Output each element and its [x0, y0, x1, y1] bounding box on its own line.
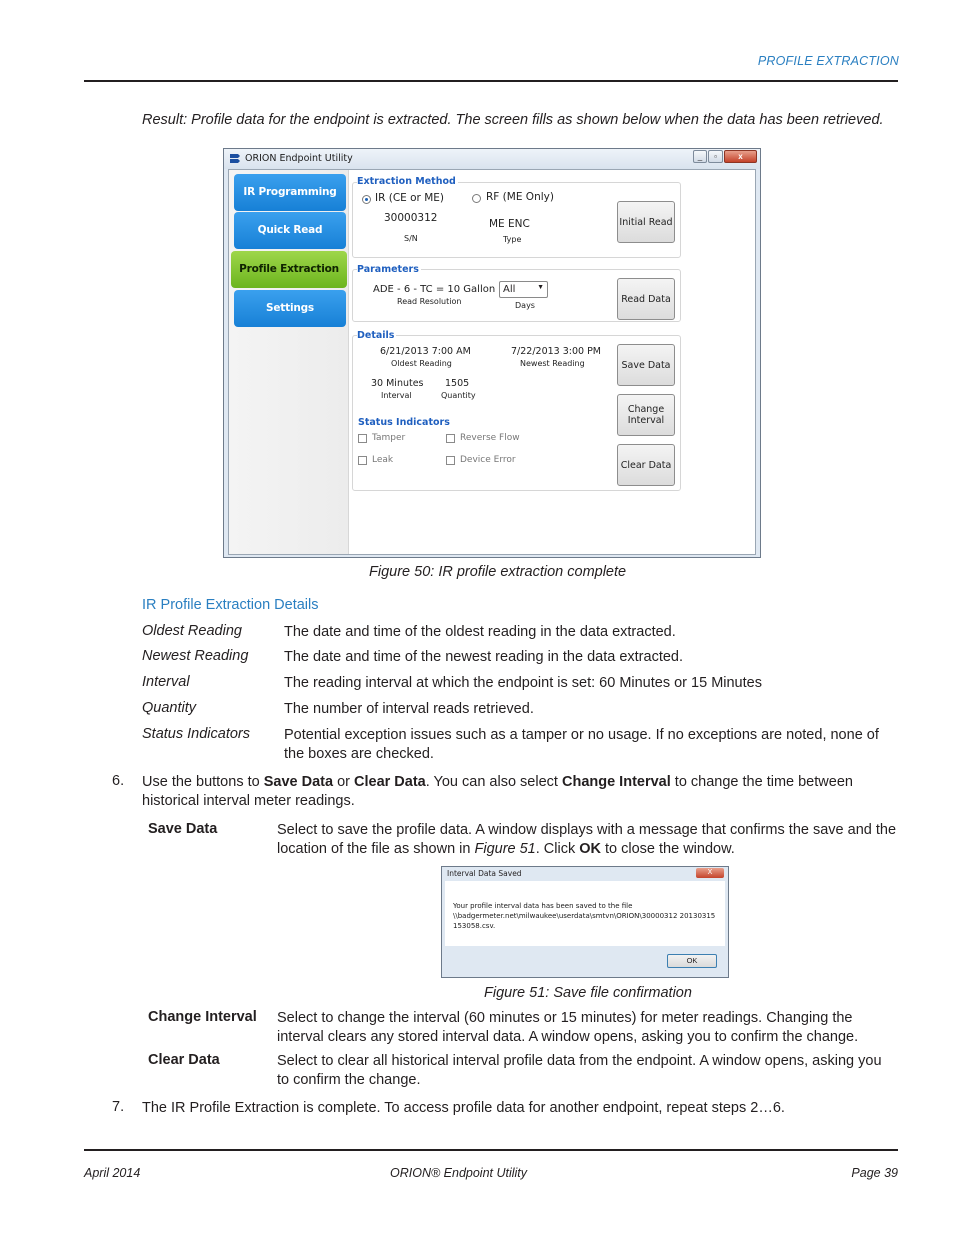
result-text: Result: Profile data for the endpoint is extracted. The screen fills as shown below when the data has been retrieved. — [142, 112, 884, 128]
dialog-title: Interval Data Saved — [447, 869, 522, 878]
change-interval-line1: Change — [627, 404, 665, 415]
def-desc-quantity: The number of interval reads retrieved. — [284, 701, 534, 717]
app-window-screenshot — [223, 148, 761, 558]
def-desc-oldest: The date and time of the oldest reading in the data extracted. — [284, 624, 676, 640]
nav-quick-read[interactable]: Quick Read — [234, 212, 346, 249]
close-icon[interactable]: x — [724, 150, 757, 163]
initial-read-button[interactable]: Initial Read — [617, 201, 675, 243]
quantity-value: 1505 — [445, 378, 470, 389]
resolution-value: ADE - 6 - TC = 10 Gallon — [373, 284, 496, 295]
details-heading: IR Profile Extraction Details — [142, 597, 319, 613]
serial-label: S/N — [404, 234, 418, 243]
tamper-checkbox[interactable] — [358, 434, 367, 443]
days-select[interactable] — [499, 281, 548, 298]
clear-data-desc: Select to clear all historical interval profile data from the endpoint. A window opens, asking you to confirm the change. — [277, 1053, 882, 1088]
step7-number: 7. — [112, 1099, 125, 1115]
resolution-label: Read Resolution — [397, 297, 462, 306]
oldest-label: Oldest Reading — [391, 359, 452, 368]
leak-label: Leak — [372, 455, 394, 465]
radio-ir-label: IR (CE or ME) — [375, 192, 444, 204]
tamper-label: Tamper — [372, 433, 406, 443]
newest-value: 7/22/2013 3:00 PM — [511, 346, 602, 357]
window-title: ORION Endpoint Utility — [245, 153, 353, 164]
change-interval-desc: Select to change the interval (60 minutes or 15 minutes) for meter readings. Changing the interval clears any stored interval data. A window opens, asking you to confirm the change. — [277, 1010, 859, 1045]
step6-text: Use the buttons to Save Data or Clear Data. You can also select Change Interval to change the time between historical interval meter readings. — [142, 774, 853, 809]
radio-rf-label: RF (ME Only) — [486, 191, 554, 203]
save-data-term: Save Data — [148, 821, 218, 837]
save-data-desc: Select to save the profile data. A window displays with a message that confirms the save and the location of the file as shown in Figure 51. Click OK to close the window. — [277, 822, 897, 857]
reverse-flow-label: Reverse Flow — [460, 433, 520, 443]
change-interval-term: Change Interval — [148, 1009, 257, 1025]
minimize-icon[interactable]: _ — [693, 150, 707, 163]
window-body — [228, 169, 756, 555]
save-data-button[interactable]: Save Data — [617, 344, 675, 386]
dialog-ok-button[interactable]: OK — [667, 954, 717, 968]
nav-ir-programming[interactable]: IR Programming — [234, 174, 346, 211]
device-error-label: Device Error — [460, 455, 516, 465]
footer-date: April 2014 — [84, 1166, 141, 1180]
radio-ir[interactable] — [362, 195, 371, 204]
nav-panel — [229, 170, 349, 554]
nav-profile-extraction[interactable]: Profile Extraction — [231, 251, 347, 288]
footer-page: Page 39 — [851, 1166, 898, 1180]
oldest-value: 6/21/2013 7:00 AM — [380, 346, 471, 357]
step6-number: 6. — [112, 773, 125, 789]
days-select-value: All — [503, 284, 516, 295]
status-indicators-label: Status Indicators — [358, 417, 450, 428]
quantity-label: Quantity — [441, 391, 476, 400]
extraction-method-label: Extraction Method — [357, 176, 456, 187]
window-titlebar — [224, 149, 760, 169]
dialog-message: Your profile interval data has been saved to the file \\badgermeter.net\milwaukee\userdata\smtvn\ORION\30000312 20130315 153058.csv. — [453, 902, 716, 930]
interval-value: 30 Minutes — [371, 378, 424, 389]
def-term-oldest: Oldest Reading — [142, 623, 242, 639]
type-label: Type — [503, 235, 522, 244]
device-error-checkbox[interactable] — [446, 456, 455, 465]
reverse-flow-checkbox[interactable] — [446, 434, 455, 443]
type-value: ME ENC — [489, 218, 530, 230]
serial-value: 30000312 — [384, 212, 438, 224]
dialog-close-icon[interactable]: X — [696, 868, 724, 878]
def-desc-status: Potential exception issues such as a tamper or no usage. If no exceptions are noted, none of the boxes are checked. — [284, 727, 879, 762]
orion-logo-icon — [229, 153, 241, 164]
nav-settings[interactable]: Settings — [234, 290, 346, 327]
running-header: PROFILE EXTRACTION — [757, 54, 899, 68]
details-label: Details — [357, 330, 395, 341]
clear-data-term: Clear Data — [148, 1052, 220, 1068]
parameters-label: Parameters — [357, 264, 419, 275]
saved-dialog-screenshot — [441, 866, 729, 978]
interval-label: Interval — [381, 391, 412, 400]
def-term-interval: Interval — [142, 674, 190, 690]
read-data-button[interactable]: Read Data — [617, 278, 675, 320]
newest-label: Newest Reading — [520, 359, 585, 368]
change-interval-line2: Interval — [627, 415, 665, 426]
def-term-status: Status Indicators — [142, 726, 250, 742]
header-rule — [84, 80, 898, 82]
change-interval-button[interactable] — [617, 394, 675, 436]
maximize-icon[interactable]: ▫ — [708, 150, 723, 163]
step7-text: The IR Profile Extraction is complete. To access profile data for another endpoint, repeat steps 2…6. — [142, 1100, 785, 1116]
def-desc-interval: The reading interval at which the endpoint is set: 60 Minutes or 15 Minutes — [284, 675, 762, 691]
radio-rf[interactable] — [472, 194, 481, 203]
footer-title: ORION® Endpoint Utility — [390, 1166, 528, 1180]
chevron-down-icon: ▼ — [537, 284, 544, 291]
def-term-newest: Newest Reading — [142, 648, 249, 664]
figure51-caption: Figure 51: Save file confirmation — [484, 985, 692, 1001]
footer-rule — [84, 1149, 898, 1151]
def-desc-newest: The date and time of the newest reading in the data extracted. — [284, 649, 684, 665]
def-term-quantity: Quantity — [142, 700, 196, 716]
clear-data-button[interactable]: Clear Data — [617, 444, 675, 486]
leak-checkbox[interactable] — [358, 456, 367, 465]
days-label: Days — [515, 301, 535, 310]
dialog-body — [445, 881, 725, 946]
figure50-caption: Figure 50: IR profile extraction complete — [369, 564, 627, 580]
